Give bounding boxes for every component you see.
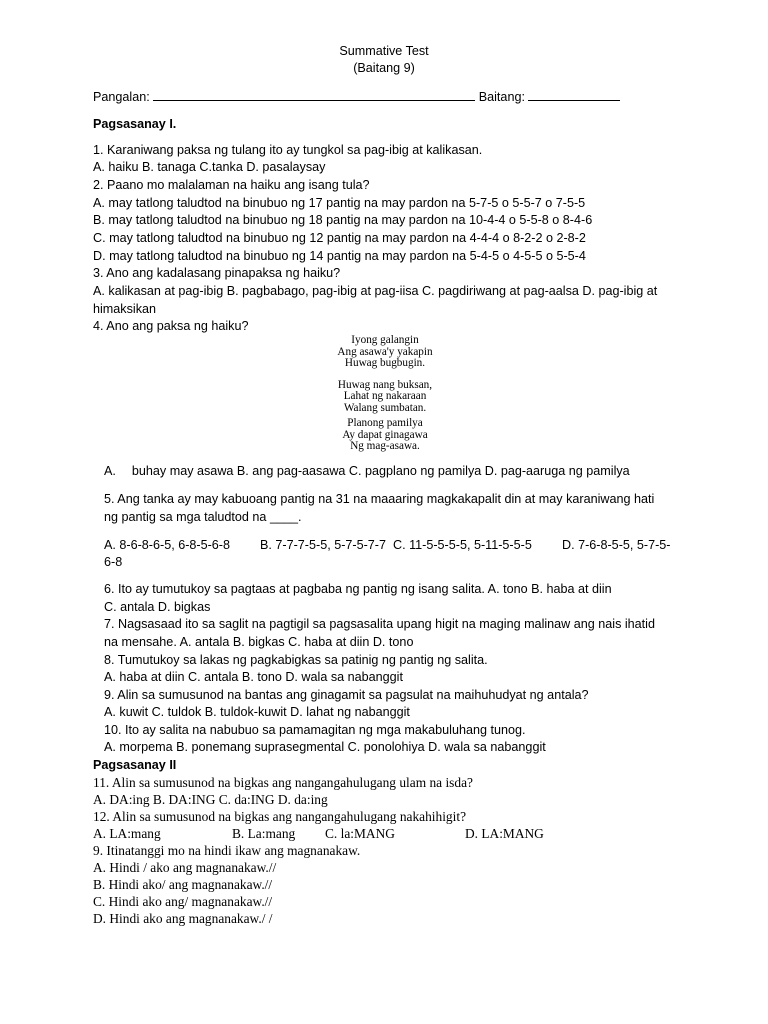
question-9: 9. Alin sa sumusunod na bantas ang ginagamit sa pagsulat na maihuhudyat ng antala? bbox=[104, 688, 589, 702]
question-13: 9. Itinatanggi mo na hindi ikaw ang magnanakaw. bbox=[93, 843, 361, 858]
grade-blank[interactable] bbox=[528, 88, 620, 101]
question-5-choice-c: C. 11-5-5-5-5, 5-11-5-5-5 bbox=[393, 538, 532, 552]
question-12-choice-c: C. la:MANG bbox=[325, 826, 395, 841]
name-blank[interactable] bbox=[153, 88, 475, 101]
question-5-choice-a: A. 8-6-8-6-5, 6-8-5-6-8 bbox=[104, 538, 230, 552]
name-field-row bbox=[93, 88, 620, 106]
grade-label: Baitang: bbox=[478, 90, 525, 104]
poem-line: Ay dapat ginagawa bbox=[342, 428, 428, 441]
question-12-choice-b: B. La:mang bbox=[232, 826, 296, 841]
question-13-choice-b: B. Hindi ako/ ang magnanakaw.// bbox=[93, 877, 273, 892]
question-3-choices-cont: himaksikan bbox=[93, 302, 156, 316]
question-6: 6. Ito ay tumutukoy sa pagtaas at pagbaba ng pantig ng isang salita. A. tono B. haba at diin bbox=[104, 582, 612, 596]
question-3: 3. Ano ang kadalasang pinapaksa ng haiku? bbox=[93, 266, 341, 280]
question-5-choice-d-cont: 6-8 bbox=[104, 555, 123, 569]
question-11-choices: A. DA:ing B. DA:ING C. da:ING D. da:ing bbox=[93, 792, 328, 807]
question-13-choice-c: C. Hindi ako ang/ magnanakaw.// bbox=[93, 894, 273, 909]
question-6-cont: C. antala D. bigkas bbox=[104, 600, 211, 614]
question-13-choice-d: D. Hindi ako ang magnanakaw./ / bbox=[93, 911, 273, 926]
question-1: 1. Karaniwang paksa ng tulang ito ay tungkol sa pag-ibig at kalikasan. bbox=[93, 143, 483, 157]
question-11: 11. Alin sa sumusunod na bigkas ang nangangahulugang ulam na isda? bbox=[93, 775, 473, 790]
question-4: 4. Ano ang paksa ng haiku? bbox=[93, 319, 249, 333]
question-7: 7. Nagsasaad ito sa saglit na pagtigil sa pagsasalita upang higit na maging malinaw ang nais ihatid bbox=[104, 617, 655, 631]
question-10-choices: A. morpema B. ponemang suprasegmental C. ponolohiya D. wala sa nabanggit bbox=[104, 740, 546, 754]
poem-line: Ang asawa'y yakapin bbox=[337, 345, 433, 358]
poem-line: Lahat ng nakaraan bbox=[343, 390, 427, 402]
haiku-poem bbox=[250, 335, 520, 453]
question-3-choices: A. kalikasan at pag-ibig B. pagbabago, pag-ibig at pag-iisa C. pagdiriwang at pag-aalsa D. pag-ibig at bbox=[93, 284, 658, 298]
question-7-cont: na mensahe. A. antala B. bigkas C. haba at diin D. tono bbox=[104, 635, 414, 649]
question-12-choice-a: A. LA:mang bbox=[93, 826, 161, 841]
section-1-title: Pagsasanay I. bbox=[93, 117, 177, 131]
question-2-choice-d: D. may tatlong taludtod na binubuo ng 14 pantig na may pardon na 5-4-5 o 4-5-5 o 5-5-4 bbox=[93, 249, 586, 263]
question-10: 10. Ito ay salita na nabubuo sa pamamagitan ng mga makabuluhang tunog. bbox=[104, 723, 526, 737]
question-2: 2. Paano mo malalaman na haiku ang isang tula? bbox=[93, 178, 370, 192]
poem-line: Iyong galangin bbox=[351, 334, 419, 346]
page-title: Summative Test bbox=[339, 44, 429, 58]
question-5-choice-b: B. 7-7-7-5-5, 5-7-5-7-7 bbox=[260, 538, 386, 552]
question-5: 5. Ang tanka ay may kabuoang pantig na 31 na maaaring magkakapalit din at may karaniwang hati bbox=[104, 492, 655, 506]
poem-line: Huwag bugbugin. bbox=[344, 357, 426, 369]
question-8: 8. Tumutukoy sa lakas ng pagkabigkas sa patinig ng pantig ng salita. bbox=[104, 653, 488, 667]
question-5-choice-d: D. 7-6-8-5-5, 5-7-5- bbox=[562, 538, 671, 552]
poem-line: Ng mag-asawa. bbox=[350, 440, 420, 452]
question-12: 12. Alin sa sumusunod na bigkas ang nangangahulugang nakahihigit? bbox=[93, 809, 467, 824]
question-8-choices: A. haba at diin C. antala B. tono D. wala sa nabanggit bbox=[104, 670, 403, 684]
question-2-choice-b: B. may tatlong taludtod na binubuo ng 18 pantig na may pardon na 10-4-4 o 5-5-8 o 8-4-6 bbox=[93, 213, 593, 227]
question-9-choices: A. kuwit C. tuldok B. tuldok-kuwit D. lahat ng nabanggit bbox=[104, 705, 410, 719]
question-2-choice-a: A. may tatlong taludtod na binubuo ng 17 pantig na may pardon na 5-7-5 o 5-5-7 o 7-5-5 bbox=[93, 196, 586, 210]
page-subtitle: (Baitang 9) bbox=[353, 61, 415, 75]
section-2-title: Pagsasanay II bbox=[93, 758, 177, 772]
poem-line: Huwag nang buksan, bbox=[337, 378, 433, 391]
question-5-cont: ng pantig sa mga taludtod na ____. bbox=[104, 510, 302, 524]
question-12-choice-d: D. LA:MANG bbox=[465, 826, 544, 841]
name-label: Pangalan: bbox=[93, 90, 150, 104]
question-13-choice-a: A. Hindi / ako ang magnanakaw.// bbox=[93, 860, 277, 875]
question-4-choices: A. buhay may asawa B. ang pag-aasawa C. pagplano ng pamilya D. pag-aaruga ng pamilya bbox=[104, 464, 630, 478]
question-2-choice-c: C. may tatlong taludtod na binubuo ng 12 pantig na may pardon na 4-4-4 o 8-2-2 o 2-8-2 bbox=[93, 231, 586, 245]
question-1-choices: A. haiku B. tanaga C.tanka D. pasalaysay bbox=[93, 160, 326, 174]
poem-line: Planong pamilya bbox=[347, 417, 423, 429]
poem-line: Walang sumbatan. bbox=[343, 401, 427, 414]
